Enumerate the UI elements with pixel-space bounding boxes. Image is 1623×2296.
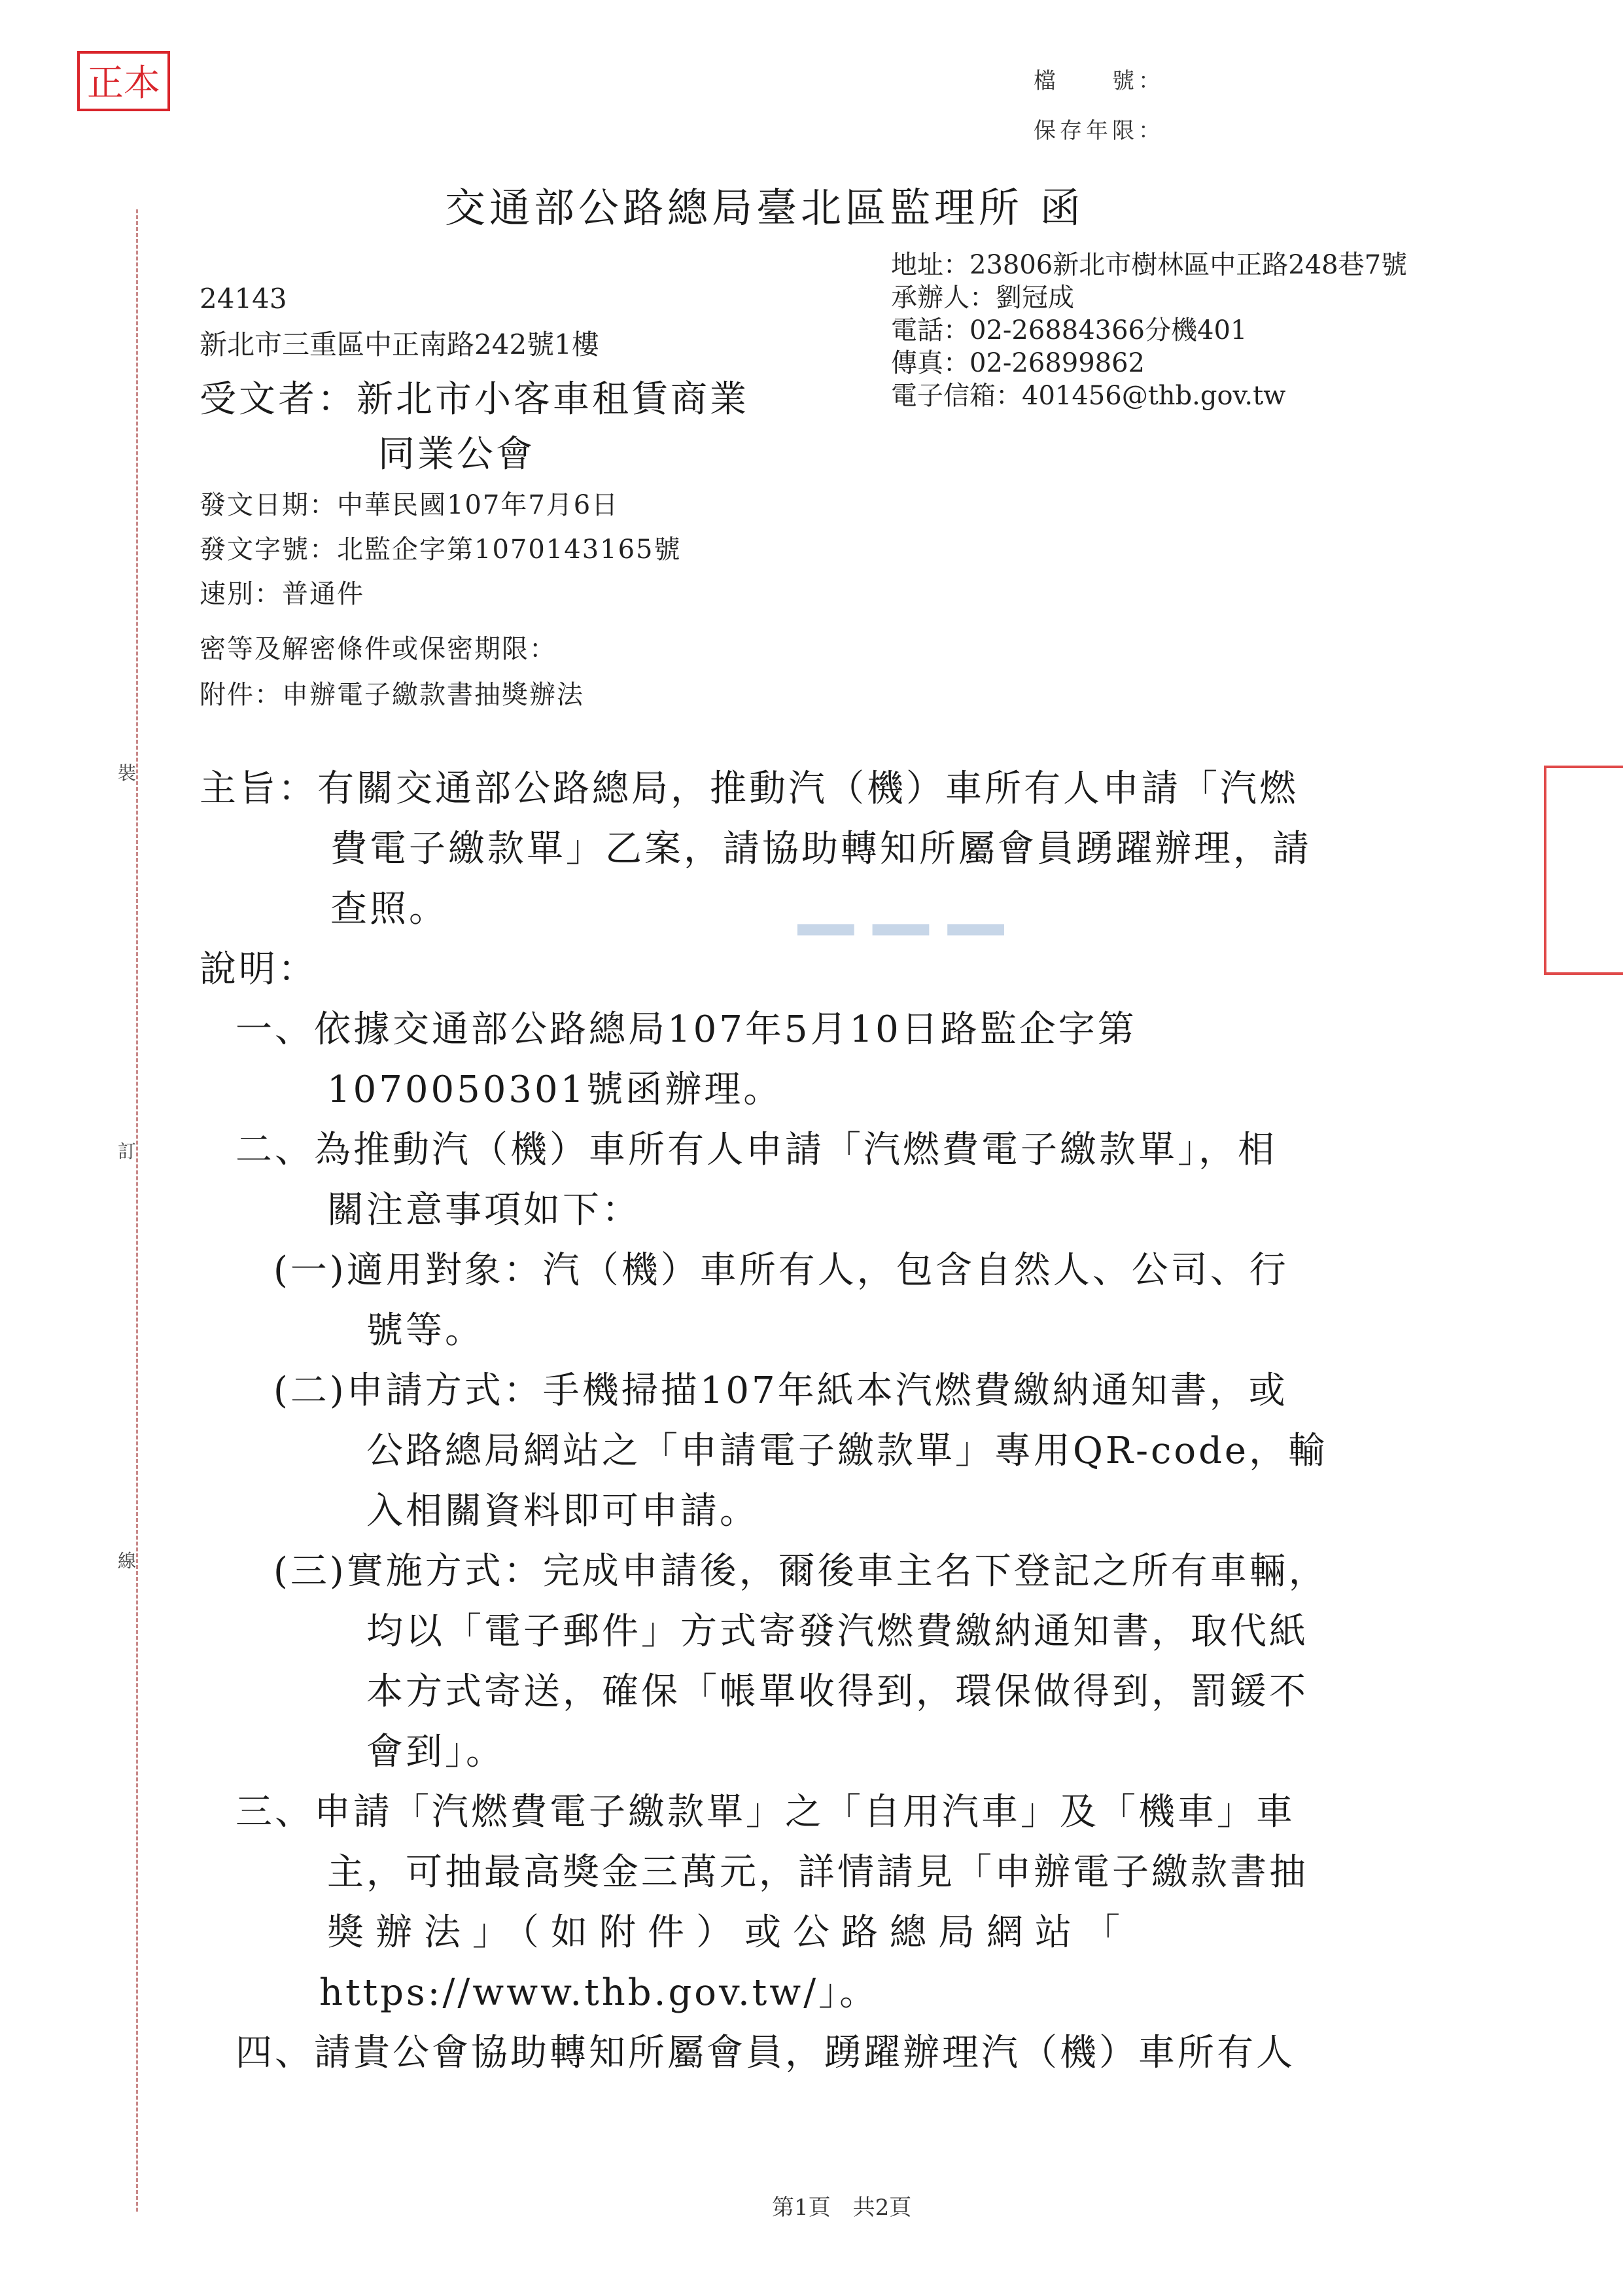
- item-2-2-line-2: 公路總局網站之「申請電子繳款單」專用QR-code，輸: [366, 1430, 1328, 1472]
- item-1-line-1: 一、依據交通部公路總局107年5月10日路監企字第: [236, 1008, 1137, 1051]
- recipient-postal-code: 24143: [200, 283, 287, 315]
- item-3-line-2: 主，可抽最高獎金三萬元，詳情請見「申辦電子繳款書抽: [327, 1851, 1308, 1894]
- item-2-line-1: 二、為推動汽（機）車所有人申請「汽燃費電子繳款單」，相: [236, 1129, 1277, 1171]
- subject-line-2: 費電子繳款單」乙案，請協助轉知所屬會員踴躍辦理，請: [330, 828, 1312, 870]
- binding-line: [136, 209, 138, 2212]
- urgency: 速別：普通件: [200, 579, 364, 609]
- page-number: 第1頁 共2頁: [772, 2195, 912, 2221]
- binding-char-staple: 訂: [118, 1140, 137, 1162]
- retention-period-label: 保存年限：: [1034, 118, 1164, 144]
- item-2-line-2: 關注意事項如下：: [327, 1189, 641, 1231]
- subject-line-1: 主旨：有關交通部公路總局，推動汽（機）車所有人申請「汽燃: [200, 768, 1299, 810]
- binding-char-bind: 裝: [118, 762, 137, 784]
- issue-date: 發文日期：中華民國107年7月6日: [200, 490, 620, 520]
- agency-handler: 承辦人：劉冠成: [891, 283, 1074, 313]
- item-4-line-1: 四、請貴公會協助轉知所屬會員，踴躍辦理汽（機）車所有人: [236, 2032, 1295, 2074]
- agency-phone: 電話：02-26884366分機401: [891, 315, 1248, 345]
- attachment: 附件：申辦電子繳款書抽獎辦法: [200, 680, 584, 710]
- item-2-2-line-3: 入相關資料即可申請。: [366, 1490, 759, 1532]
- agency-address: 地址：23806新北市樹林區中正路248巷7號: [891, 250, 1408, 280]
- agency-info: [891, 249, 1407, 412]
- confidentiality: 密等及解密條件或保密期限：: [200, 634, 557, 664]
- item-2-1-line-2: 號等。: [366, 1309, 484, 1352]
- document-title: 交通部公路總局臺北區監理所 函: [445, 184, 1085, 232]
- original-copy-stamp: 正本: [77, 51, 170, 111]
- faded-stamp-ghost: ▁▁▁: [798, 851, 1023, 934]
- recipient-line-2: 同業公會: [378, 433, 535, 476]
- agency-email: 電子信箱：401456@thb.gov.tw: [891, 381, 1286, 411]
- subject-line-3: 查照。: [330, 888, 448, 930]
- file-number-label: 檔 號：: [1034, 68, 1164, 94]
- agency-fax: 傳真：02-26899862: [891, 348, 1145, 378]
- item-3-line-3: 獎辦法」（如附件）或公路總局網站「: [327, 1911, 1132, 1954]
- issue-number: 發文字號：北監企字第1070143165號: [200, 535, 682, 565]
- binding-char-line: 線: [118, 1550, 137, 1572]
- item-1-line-2: 1070050301號函辦理。: [327, 1069, 783, 1111]
- item-2-1-line-1: (一)適用對象：汽（機）車所有人，包含自然人、公司、行: [273, 1249, 1289, 1292]
- item-3-line-4: https://www.thb.gov.tw/」。: [319, 1971, 879, 2014]
- received-stamp-edge: [1544, 766, 1623, 975]
- recipient-address: 新北市三重區中正南路242號1樓: [200, 328, 599, 361]
- item-2-3-line-3: 本方式寄送，確保「帳單收得到，環保做得到，罰鍰不: [366, 1670, 1308, 1713]
- explanation-heading: 說明：: [200, 948, 317, 991]
- item-2-2-line-1: (二)申請方式：手機掃描107年紙本汽燃費繳納通知書，或: [273, 1369, 1288, 1412]
- item-2-3-line-1: (三)實施方式：完成申請後，爾後車主名下登記之所有車輛，: [273, 1550, 1328, 1593]
- item-2-3-line-4: 會到」。: [366, 1731, 505, 1773]
- item-3-line-1: 三、申請「汽燃費電子繳款單」之「自用汽車」及「機車」車: [236, 1791, 1295, 1833]
- recipient-line-1: 受文者：新北市小客車租賃商業: [200, 378, 749, 421]
- item-2-3-line-2: 均以「電子郵件」方式寄發汽燃費繳納通知書，取代紙: [366, 1610, 1308, 1653]
